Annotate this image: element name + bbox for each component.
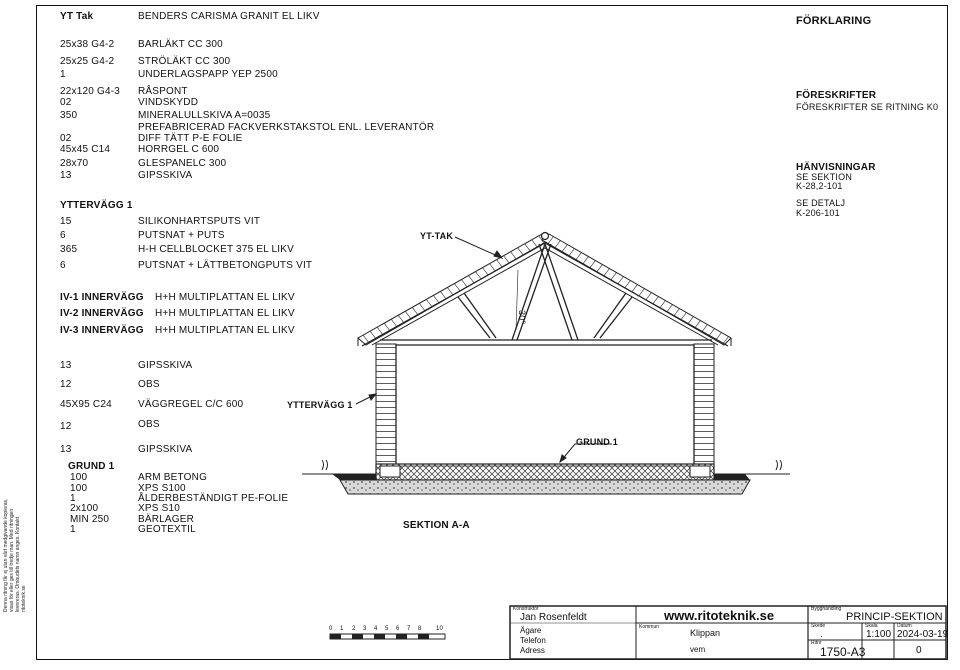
scale-tick-label: 2 xyxy=(352,626,356,632)
spec-code: 12 xyxy=(60,379,72,390)
adress-label: Adress xyxy=(520,646,545,655)
spec-desc: ARM BETONG xyxy=(138,472,208,483)
exterior-walls xyxy=(376,344,714,464)
spec-code: 22x120 G4-3 xyxy=(60,86,121,97)
spec-desc: GLESPANELC 300 xyxy=(138,158,227,169)
spec-desc: UNDERLAGSPAPP YEP 2500 xyxy=(138,69,278,80)
spec-code: 25x25 G4-2 xyxy=(60,56,115,67)
spec-heading-desc: BENDERS CARISMA GRANIT EL LIKV xyxy=(138,11,320,22)
spec-code: 28x70 xyxy=(60,158,89,169)
kommun-sub: vem xyxy=(690,645,706,654)
skala-label: Skala xyxy=(865,623,878,629)
spec-desc: H-H CELLBLOCKET 375 EL LIKV xyxy=(138,244,295,255)
hanvisning-line: K-206-101 xyxy=(796,208,840,218)
scale-tick-label: 10 xyxy=(436,626,444,632)
spec-code: 100 xyxy=(70,472,88,483)
skede-label: Skede xyxy=(811,623,826,629)
kommun-label: Kommun xyxy=(639,624,660,630)
spec-desc: VINDSKYDD xyxy=(138,97,199,108)
spec-heading: IV-1 INNERVÄGG xyxy=(60,292,144,303)
spec-code: 25x38 G4-2 xyxy=(60,39,115,50)
spec-desc: PREFABRICERAD FACKVERKSTAKSTOL ENL. LEVERANTÖR xyxy=(138,122,435,133)
copyright-note: Denna ritning får ej utan vårt medgivande kopieras, visas för eller ges till tredje man. Med ritningen levereras. Ombudets namn anges. Kontakt ritoteknik.se xyxy=(3,498,27,612)
spec-code: 02 xyxy=(60,133,72,144)
spec-code: 45X95 C24 xyxy=(60,399,112,410)
konstruktor-name: Jan Rosenfeldt xyxy=(520,612,587,623)
scale-tick-label: 0 xyxy=(329,626,333,632)
website: www.ritoteknik.se xyxy=(664,608,775,623)
scale-tick-label: 1 xyxy=(340,626,344,632)
spec-code: 02 xyxy=(60,97,72,108)
spec-heading: YT Tak xyxy=(60,11,94,22)
spec-desc: OBS xyxy=(138,379,160,390)
spec-desc: PUTSNAT + PUTS xyxy=(138,230,225,241)
scale-tick-label: 4 xyxy=(374,626,378,632)
hanvisning-line: K-28,2-101 xyxy=(796,181,843,191)
yttervagg-label: YTTERVÄGG 1 xyxy=(287,400,353,410)
spec-code: 13 xyxy=(60,170,72,181)
bygghandling-label: Bygghandling xyxy=(811,606,842,612)
scale-tick-label: 6 xyxy=(396,626,400,632)
grund-label: GRUND 1 xyxy=(576,437,618,447)
spec-code: 6 xyxy=(60,230,66,241)
forklaring-heading: FÖRKLARING xyxy=(796,15,872,27)
spec-desc: GIPSSKIVA xyxy=(138,444,193,455)
spec-heading: IV-3 INNERVÄGG xyxy=(60,325,144,336)
telefon-label: Telefon xyxy=(520,636,546,645)
foreskrifter-text: FÖRESKRIFTER SE RITNING K0 xyxy=(796,102,939,112)
roof xyxy=(358,233,731,347)
spec-heading: IV-2 INNERVÄGG xyxy=(60,308,144,319)
foundation xyxy=(332,464,750,494)
spec-code: 45x45 C14 xyxy=(60,144,111,155)
scale-tick-label: 7 xyxy=(407,626,411,632)
spec-code: 1 xyxy=(70,493,76,504)
spec-desc: OBS xyxy=(138,419,160,430)
ritnr-label: Ritnr xyxy=(811,640,822,646)
spec-desc: GEOTEXTIL xyxy=(138,524,196,535)
agare-label: Ägare xyxy=(520,626,542,635)
datum-label: Datum xyxy=(897,623,912,629)
datum: 2024-03-19 xyxy=(897,629,949,640)
spec-desc: RÅSPONT xyxy=(138,86,188,97)
spec-desc: XPS S10 xyxy=(138,503,180,514)
skede: . xyxy=(820,629,823,639)
hanvisningar-heading: HÄNVISNINGAR xyxy=(796,162,876,173)
spec-code: 13 xyxy=(60,444,72,455)
spec-desc: SILIKONHARTSPUTS VIT xyxy=(138,216,261,227)
skala: 1:100 xyxy=(866,629,892,640)
spec-desc: STRÖLÄKT CC 300 xyxy=(138,56,231,67)
hanvisning-line: SE DETALJ xyxy=(796,198,846,208)
spec-heading: YTTERVÄGG 1 xyxy=(60,200,133,211)
spec-code: 1 xyxy=(70,524,76,535)
foreskrifter-heading: FÖRESKRIFTER xyxy=(796,90,877,101)
spec-code: 2x100 xyxy=(70,503,99,514)
ritnr: 1750-A3 xyxy=(820,645,866,659)
spec-desc: GIPSSKIVA xyxy=(138,170,193,181)
scale-tick-label: 5 xyxy=(385,626,389,632)
spec-desc: MINERALULLSKIVA A=0035 xyxy=(138,110,271,121)
konstruktor-label: Konstruktör xyxy=(513,606,539,612)
section-title: SEKTION A-A xyxy=(403,520,470,531)
spec-desc: HORRGEL C 600 xyxy=(138,144,220,155)
spec-desc: ÅLDERBESTÄNDIGT PE-FOLIE xyxy=(138,493,289,504)
kommun: Klippan xyxy=(690,628,721,638)
spec-desc: GIPSSKIVA xyxy=(138,360,193,371)
scale-tick-label: 8 xyxy=(418,626,422,632)
revision: 0 xyxy=(916,645,922,656)
spec-code: 365 xyxy=(60,244,78,255)
yttak-label: YT-TAK xyxy=(420,231,454,241)
spec-code: 6 xyxy=(60,260,66,271)
spec-code: 1 xyxy=(60,69,66,80)
spec-desc: DIFF TÄTT P-E FOLIE xyxy=(138,133,243,144)
hanvisning-line: SE SEKTION xyxy=(796,172,853,182)
spec-code: 12 xyxy=(60,421,72,432)
roof-truss xyxy=(380,244,712,345)
bygghandling: PRINCIP-SEKTION xyxy=(846,611,943,623)
spec-desc: H+H MULTIPLATTAN EL LIKV xyxy=(155,325,295,336)
spec-desc: BÄRLAGER xyxy=(138,514,195,525)
spec-desc: BARLÄKT CC 300 xyxy=(138,39,223,50)
spec-heading: GRUND 1 xyxy=(68,461,115,472)
spec-code: 350 xyxy=(60,110,78,121)
spec-code: MIN 250 xyxy=(70,514,110,525)
spec-desc: XPS S100 xyxy=(138,483,186,494)
roof-angle: 30° xyxy=(517,310,527,325)
spec-desc: H+H MULTIPLATTAN EL LIKV xyxy=(155,292,295,303)
spec-desc: H+H MULTIPLATTAN EL LIKV xyxy=(155,308,295,319)
spec-code: 100 xyxy=(70,483,88,494)
spec-desc: PUTSNAT + LÄTTBETONGPUTS VIT xyxy=(138,260,313,271)
spec-code: 15 xyxy=(60,216,72,227)
spec-code: 13 xyxy=(60,360,72,371)
spec-desc: VÄGGREGEL C/C 600 xyxy=(138,399,244,410)
scale-tick-label: 3 xyxy=(363,626,367,632)
